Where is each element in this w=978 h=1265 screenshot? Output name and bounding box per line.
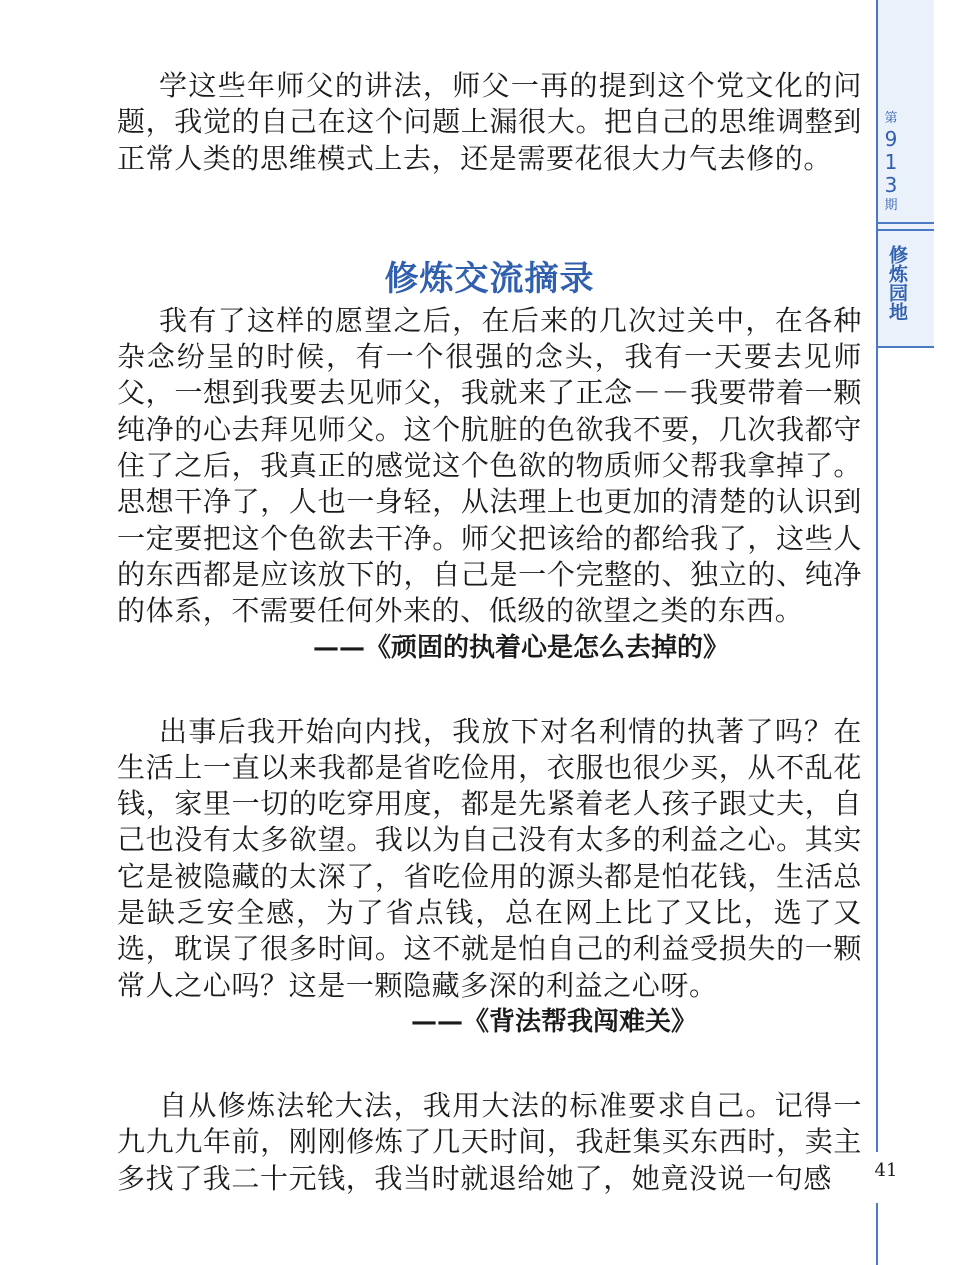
sidebar-rule-bottom — [878, 346, 934, 348]
intro-paragraph: 学这些年师父的讲法，师父一再的提到这个党文化的问题，我觉的自己在这个问题上漏很大。把自己的思维调整到正常人类的思维模式上去，还是需要花很大力气去修的。 — [117, 69, 862, 175]
sidebar-rule-top-double — [878, 229, 934, 231]
issue-digit: 3 — [884, 173, 898, 197]
excerpt-paragraph: 出事后我开始向内找，我放下对名利情的执著了吗？在生活上一直以来我都是省吃俭用，衣服也很少买，从不乱花钱，家里一切的吃穿用度，都是先紧着老人孩子跟丈夫，自己也没有太多欲望。我以为自己没有太多的利益之心。其实它是被隐藏的太深了，省吃俭用的源头都是怕花钱，生活总是缺乏安全感，为了省点钱，总在网上比了又比，选了又选，耽误了很多时间。这不就是怕自己的利益受损失的一颗常人之心吗？这是一颗隐藏多深的利益之心呀。 — [117, 714, 862, 1002]
issue-digit: 9 — [884, 127, 898, 151]
spacer — [117, 177, 862, 257]
excerpt-source: ——《顽固的执着心是怎么去掉的》 — [313, 632, 730, 663]
excerpt-source: ——《背法帮我闯难关》 — [411, 1006, 698, 1037]
issue-digit: 1 — [884, 150, 898, 174]
sidebar-rule-top — [878, 222, 934, 224]
issue-prefix: 第 — [884, 111, 898, 126]
article-body — [117, 68, 862, 1197]
spacer — [117, 666, 862, 714]
excerpt-paragraph: 我有了这样的愿望之后，在后来的几次过关中，在各种杂念纷呈的时候，有一个很强的念头，我有一天要去见师父，一想到我要去见师父，我就来了正念－－我要带着一颗纯净的心去拜见师父。这个肮脏的色欲我不要，几次我都守住了之后，我真正的感觉这个色欲的物质师父帮我拿掉了。思想干净了，人也一身轻，从法理上也更加的清楚的认识到一定要把这个色欲去干净。师父把该给的都给我了，这些人的东西都是应该放下的，自己是一个完整的、独立的、纯净的体系，不需要任何外来的、低级的欲望之类的东西。 — [117, 303, 862, 628]
spacer — [117, 1040, 862, 1088]
excerpt-paragraph: 自从修炼法轮大法，我用大法的标准要求自己。记得一九九九年前，刚刚修炼了几天时间，我赶集买东西时，卖主多找了我二十元钱，我当时就退给她了，她竟没说一句感 — [117, 1088, 862, 1195]
page-number: 41 — [874, 1160, 898, 1181]
column-name: 修炼园地 — [886, 245, 908, 321]
sidebar-divider-line-lower — [876, 1203, 878, 1265]
section-title: 修炼交流摘录 — [384, 258, 595, 299]
issue-number — [878, 110, 904, 215]
issue-suffix: 期 — [884, 198, 898, 213]
